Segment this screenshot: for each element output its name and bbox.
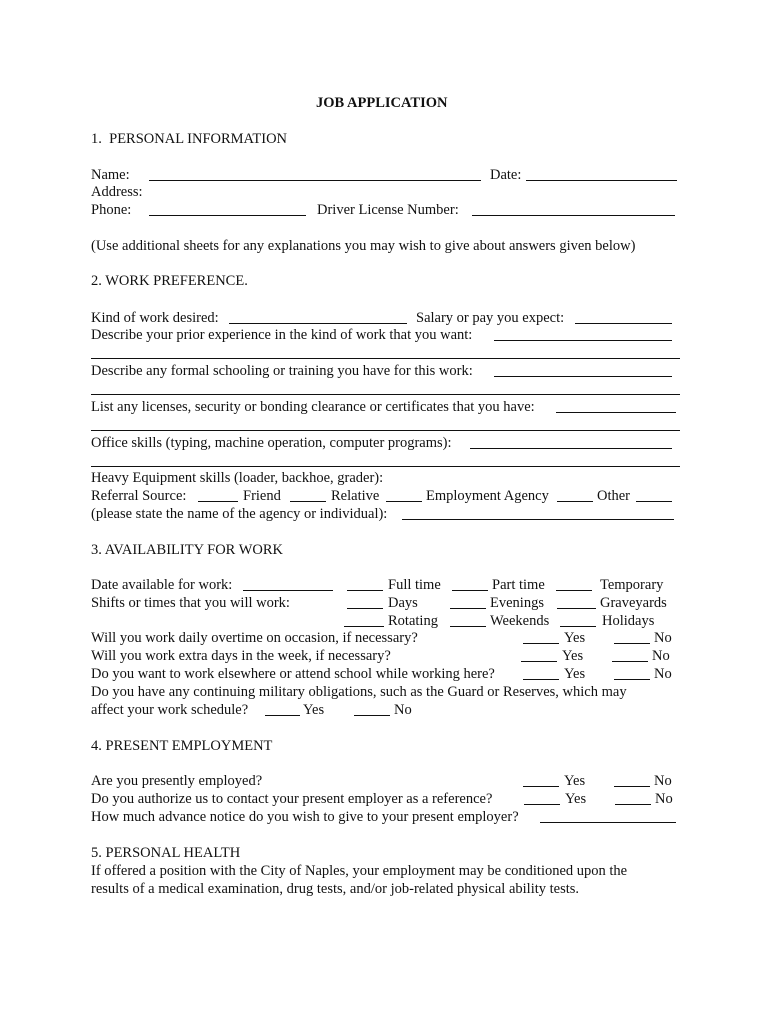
extra-days-question: Will you work extra days in the week, if necessary? — [91, 648, 391, 664]
elsewhere-question: Do you want to work elsewhere or attend school while working here? — [91, 666, 495, 682]
referral-other-label: Other — [597, 488, 631, 504]
overtime-yes-label: Yes — [564, 630, 586, 646]
experience-field[interactable] — [494, 340, 672, 341]
holidays-blank[interactable] — [560, 626, 596, 627]
evenings-label: Evenings — [490, 595, 544, 611]
contact-no-label: No — [655, 791, 673, 807]
evenings-blank[interactable] — [450, 608, 486, 609]
agency-name-label: (please state the name of the agency or individual): — [91, 506, 388, 522]
schooling-field[interactable] — [494, 376, 672, 377]
full-time-label: Full time — [388, 577, 441, 593]
weekends-label: Weekends — [490, 613, 550, 629]
agency-name-field[interactable] — [402, 519, 674, 520]
overtime-question: Will you work daily overtime on occasion, if necessary? — [91, 630, 418, 646]
extra-days-yes-label: Yes — [562, 648, 584, 664]
employed-yes-label: Yes — [564, 773, 586, 789]
schooling-field-line-2[interactable] — [91, 394, 680, 395]
elsewhere-yes-label: Yes — [564, 666, 586, 682]
date-field[interactable] — [526, 180, 677, 181]
name-field[interactable] — [149, 180, 481, 181]
weekends-blank[interactable] — [450, 626, 486, 627]
licenses-field[interactable] — [556, 412, 676, 413]
elsewhere-no-label: No — [654, 666, 672, 682]
notice-question: How much advance notice do you wish to give to your present employer? — [91, 809, 519, 825]
licenses-field-line-2[interactable] — [91, 430, 680, 431]
extra-days-no-blank[interactable] — [612, 661, 648, 662]
contact-employer-question: Do you authorize us to contact your present employer as a reference? — [91, 791, 493, 807]
office-skills-field-line-2[interactable] — [91, 466, 680, 467]
overtime-yes-blank[interactable] — [523, 643, 559, 644]
section-heading-work-preference: 2. WORK PREFERENCE. — [91, 273, 248, 289]
contact-yes-blank[interactable] — [524, 804, 560, 805]
contact-yes-label: Yes — [565, 791, 587, 807]
section-heading-present-employment: 4. PRESENT EMPLOYMENT — [91, 738, 273, 754]
address-label: Address: — [91, 184, 143, 200]
elsewhere-yes-blank[interactable] — [523, 679, 559, 680]
health-text-line-1: If offered a position with the City of Naples, your employment may be conditioned upon the — [91, 863, 628, 879]
military-yes-blank[interactable] — [265, 715, 300, 716]
heavy-equipment-label: Heavy Equipment skills (loader, backhoe, grader): — [91, 470, 384, 486]
graveyards-blank[interactable] — [557, 608, 596, 609]
part-time-blank[interactable] — [452, 590, 488, 591]
temporary-label: Temporary — [600, 577, 664, 593]
military-no-blank[interactable] — [354, 715, 390, 716]
referral-other-blank[interactable] — [636, 501, 672, 502]
employed-question: Are you presently employed? — [91, 773, 263, 789]
section-heading-personal-health: 5. PERSONAL HEALTH — [91, 845, 241, 861]
elsewhere-no-blank[interactable] — [614, 679, 650, 680]
referral-friend-blank[interactable] — [198, 501, 238, 502]
referral-agency-blank[interactable] — [386, 501, 422, 502]
date-available-label: Date available for work: — [91, 577, 233, 593]
military-question-line-2: affect your work schedule? — [91, 702, 249, 718]
days-blank[interactable] — [347, 608, 383, 609]
military-question-line-1: Do you have any continuing military obligations, such as the Guard or Reserves, which may — [91, 684, 627, 700]
holidays-label: Holidays — [602, 613, 655, 629]
additional-sheets-note: (Use additional sheets for any explanations you may wish to give about answers given below) — [91, 238, 636, 254]
referral-agency-label: Employment Agency — [426, 488, 549, 504]
employed-no-label: No — [654, 773, 672, 789]
office-skills-label: Office skills (typing, machine operation, computer programs): — [91, 435, 452, 451]
name-label: Name: — [91, 167, 130, 183]
date-available-field[interactable] — [243, 590, 333, 591]
referral-source-label: Referral Source: — [91, 488, 187, 504]
experience-field-line-2[interactable] — [91, 358, 680, 359]
temporary-blank[interactable] — [556, 590, 592, 591]
referral-relative-label: Relative — [331, 488, 380, 504]
rotating-blank[interactable] — [344, 626, 384, 627]
military-no-label: No — [394, 702, 412, 718]
phone-field[interactable] — [149, 215, 306, 216]
employed-yes-blank[interactable] — [523, 786, 559, 787]
license-label: Driver License Number: — [317, 202, 459, 218]
full-time-blank[interactable] — [347, 590, 383, 591]
days-label: Days — [388, 595, 418, 611]
employed-no-blank[interactable] — [614, 786, 650, 787]
shifts-label: Shifts or times that you will work: — [91, 595, 290, 611]
notice-field[interactable] — [540, 822, 676, 823]
salary-field[interactable] — [575, 323, 672, 324]
office-skills-field[interactable] — [470, 448, 672, 449]
date-label: Date: — [490, 167, 522, 183]
rotating-label: Rotating — [388, 613, 438, 629]
overtime-no-blank[interactable] — [614, 643, 650, 644]
experience-label: Describe your prior experience in the kind of work that you want: — [91, 327, 473, 343]
health-text-line-2: results of a medical examination, drug tests, and/or job-related physical ability tests. — [91, 881, 580, 897]
section-heading-personal: 1. PERSONAL INFORMATION — [91, 131, 288, 147]
military-yes-label: Yes — [303, 702, 325, 718]
graveyards-label: Graveyards — [600, 595, 667, 611]
salary-label: Salary or pay you expect: — [416, 310, 565, 326]
part-time-label: Part time — [492, 577, 545, 593]
overtime-no-label: No — [654, 630, 672, 646]
extra-days-yes-blank[interactable] — [521, 661, 557, 662]
schooling-label: Describe any formal schooling or training you have for this work: — [91, 363, 473, 379]
license-field[interactable] — [472, 215, 675, 216]
contact-no-blank[interactable] — [615, 804, 651, 805]
section-heading-availability: 3. AVAILABILITY FOR WORK — [91, 542, 284, 558]
referral-friend-label: Friend — [243, 488, 281, 504]
licenses-label: List any licenses, security or bonding clearance or certificates that you have: — [91, 399, 535, 415]
extra-days-no-label: No — [652, 648, 670, 664]
page-title: JOB APPLICATION — [316, 95, 448, 111]
kind-of-work-label: Kind of work desired: — [91, 310, 219, 326]
kind-of-work-field[interactable] — [229, 323, 407, 324]
referral-agency-trailing-blank[interactable] — [557, 501, 593, 502]
referral-relative-blank[interactable] — [290, 501, 326, 502]
phone-label: Phone: — [91, 202, 132, 218]
